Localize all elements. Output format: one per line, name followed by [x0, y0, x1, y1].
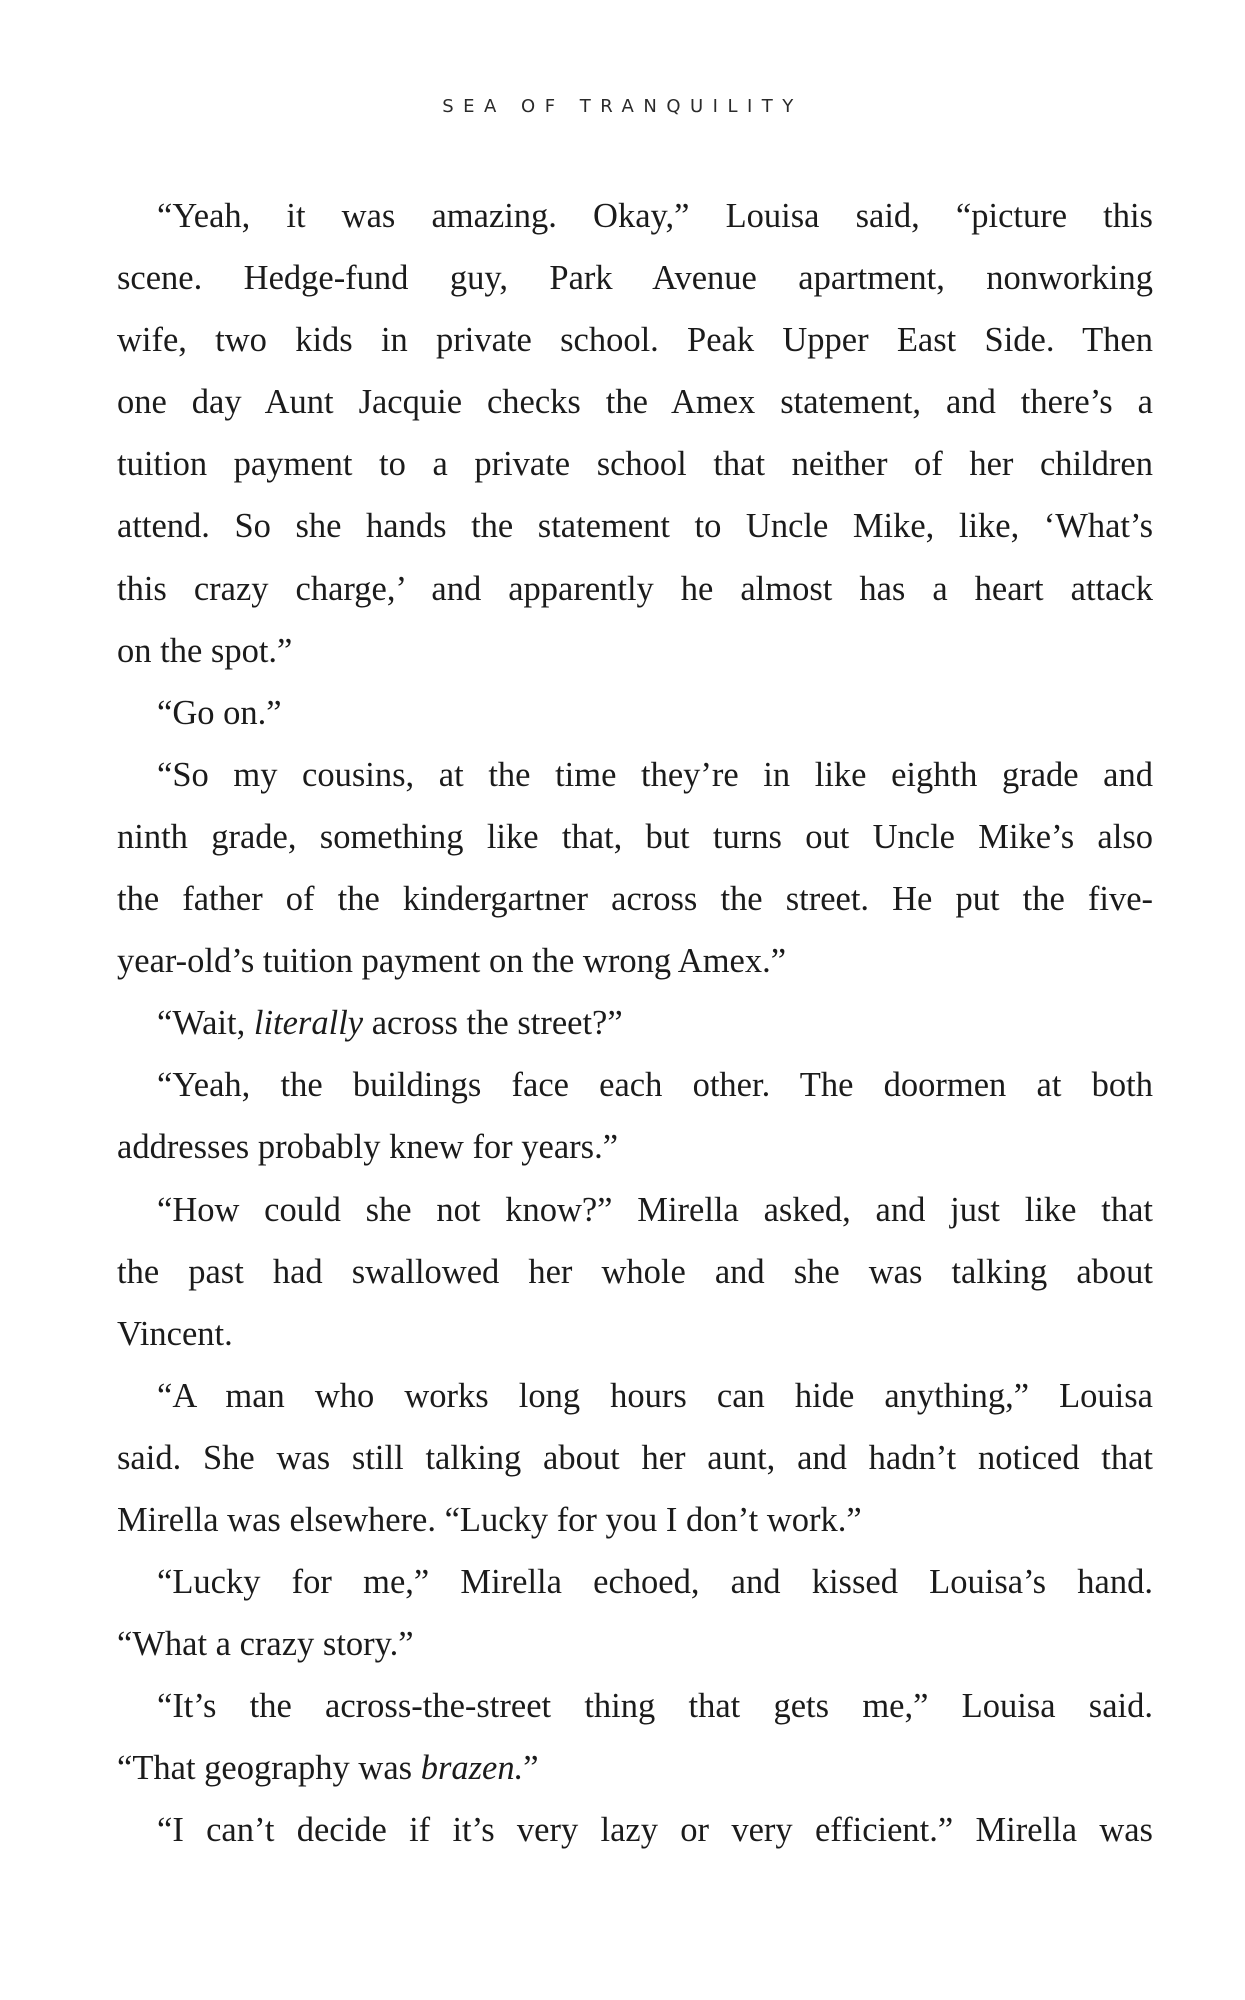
- italic-run: literally: [253, 1004, 364, 1043]
- text-line: on the spot.”: [117, 631, 293, 670]
- body-text: [117, 185, 1153, 1862]
- paragraph: [117, 1365, 1153, 1551]
- text-line: ninth grade, something like that, but turns out Uncle Mike’s also: [117, 817, 1153, 856]
- text-line: one day Aunt Jacquie checks the Amex statement, and there’s a: [117, 383, 1153, 422]
- text-line: “It’s the across-the-street thing that gets me,” Louisa said.: [157, 1687, 1153, 1726]
- running-head: SEA OF TRANQUILITY: [442, 96, 803, 117]
- paragraph: [117, 992, 1153, 1054]
- text-line: tuition payment to a private school that neither of her children: [117, 445, 1153, 484]
- paragraph: [117, 1799, 1153, 1861]
- text-run: ”: [523, 1749, 539, 1788]
- text-line: “Yeah, the buildings face each other. The doormen at both: [157, 1066, 1153, 1105]
- paragraph: [117, 1179, 1153, 1365]
- paragraph: [117, 744, 1153, 992]
- text-line: “So my cousins, at the time they’re in like eighth grade and: [157, 755, 1153, 794]
- text-line: [117, 992, 1153, 1054]
- paragraph: [117, 682, 1153, 744]
- text-line: “Lucky for me,” Mirella echoed, and kissed Louisa’s hand.: [157, 1563, 1153, 1602]
- paragraph: [117, 1054, 1153, 1178]
- text-line: scene. Hedge-fund guy, Park Avenue apartment, nonworking: [117, 259, 1153, 298]
- text-line: “I can’t decide if it’s very lazy or very efficient.” Mirella was: [157, 1811, 1153, 1850]
- text-line: “How could she not know?” Mirella asked, and just like that: [157, 1190, 1153, 1229]
- text-run: “Wait,: [157, 1004, 254, 1043]
- text-line: “Go on.”: [157, 693, 282, 732]
- text-line: wife, two kids in private school. Peak Upper East Side. Then: [117, 321, 1153, 360]
- text-run: across the street?”: [363, 1004, 623, 1043]
- text-line: [117, 1737, 1153, 1799]
- text-line: the past had swallowed her whole and she was talking about: [117, 1252, 1153, 1291]
- text-line: said. She was still talking about her aunt, and hadn’t noticed that: [117, 1438, 1153, 1477]
- paragraph: [117, 185, 1153, 682]
- text-line: addresses probably knew for years.”: [117, 1128, 619, 1167]
- text-line: “What a crazy story.”: [117, 1625, 414, 1664]
- text-run: “That geography was: [117, 1749, 421, 1788]
- paragraph: [117, 1551, 1153, 1675]
- text-line: “Yeah, it was amazing. Okay,” Louisa said, “picture this: [157, 197, 1153, 235]
- text-line: “A man who works long hours can hide anything,” Louisa: [157, 1376, 1153, 1415]
- text-line: year-old’s tuition payment on the wrong Amex.”: [117, 942, 787, 981]
- italic-run: brazen.: [420, 1749, 524, 1788]
- paragraph: [117, 1675, 1153, 1799]
- text-line: the father of the kindergartner across the street. He put the five-: [117, 880, 1153, 919]
- text-line: this crazy charge,’ and apparently he almost has a heart attack: [117, 569, 1153, 608]
- text-line: Mirella was elsewhere. “Lucky for you I don’t work.”: [117, 1500, 862, 1539]
- text-line: attend. So she hands the statement to Uncle Mike, like, ‘What’s: [117, 507, 1153, 546]
- text-line: Vincent.: [117, 1314, 233, 1353]
